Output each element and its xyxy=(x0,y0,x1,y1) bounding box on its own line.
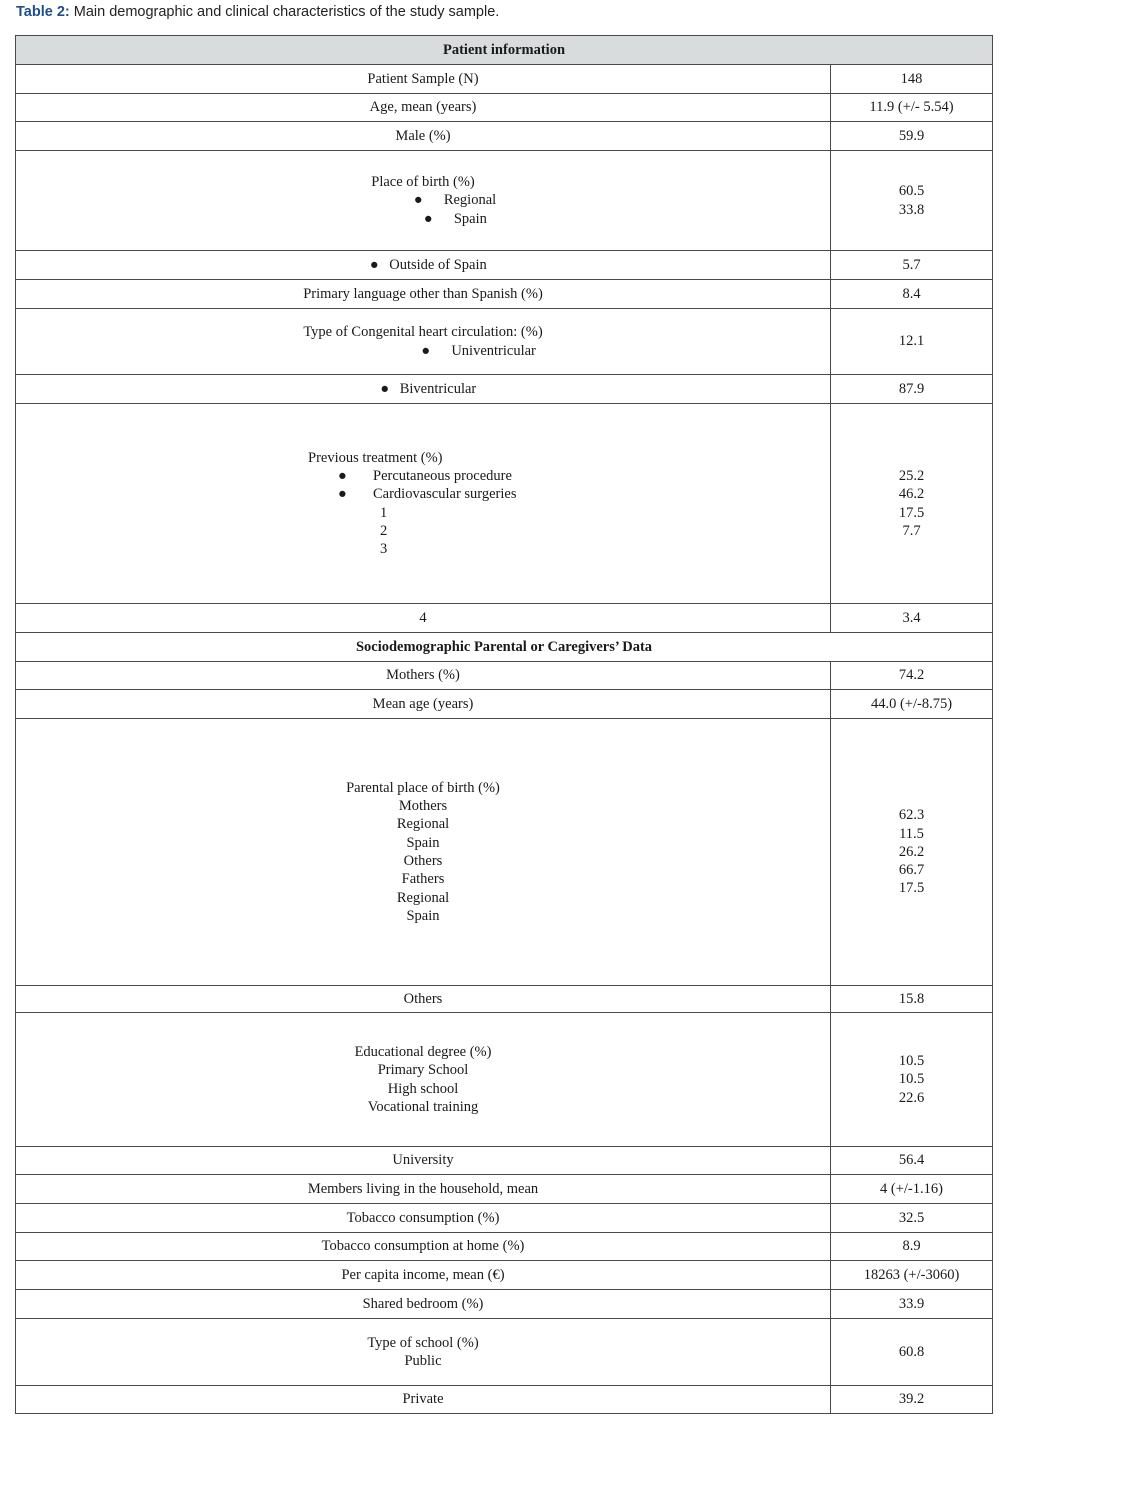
row-label: University xyxy=(16,1147,831,1175)
row-value: 8.4 xyxy=(831,280,993,309)
table-row xyxy=(16,280,993,309)
row-label: Tobacco consumption (%) xyxy=(16,1204,831,1233)
bullet-icon: ● xyxy=(338,467,347,484)
table-row xyxy=(16,1013,993,1147)
table-row xyxy=(16,122,993,151)
table-row xyxy=(16,251,993,280)
table-row xyxy=(16,404,993,604)
place-of-birth-block xyxy=(350,173,496,228)
row-value: 25.2 46.2 17.5 7.7 xyxy=(831,404,993,604)
table-row xyxy=(16,65,993,94)
row-label: Per capita income, mean (€) xyxy=(16,1261,831,1290)
row-value: 60.8 xyxy=(831,1319,993,1386)
row-label xyxy=(16,309,831,375)
row-value: 3.4 xyxy=(831,604,993,633)
parental-birth-label: Parental place of birth (%) xyxy=(346,779,500,796)
table-row xyxy=(16,604,993,633)
table-row xyxy=(16,719,993,986)
table-row xyxy=(16,690,993,719)
row-value: 32.5 xyxy=(831,1204,993,1233)
row-label: Shared bedroom (%) xyxy=(16,1290,831,1319)
list-item: ● Univentricular xyxy=(421,342,536,359)
bullet-icon: ● xyxy=(423,210,433,227)
row-value: 15.8 xyxy=(831,986,993,1013)
table-row xyxy=(16,151,993,251)
row-label: Private xyxy=(16,1386,831,1414)
row-value: 148 xyxy=(831,65,993,94)
table-row xyxy=(16,309,993,375)
row-value: 33.9 xyxy=(831,1290,993,1319)
row-value: 44.0 (+/-8.75) xyxy=(831,690,993,719)
row-label: Age, mean (years) xyxy=(16,94,831,122)
characteristics-table xyxy=(15,35,993,1414)
row-label: Educational degree (%) Primary School High school Vocational training xyxy=(16,1013,831,1147)
table-row xyxy=(16,1204,993,1233)
row-value: 10.5 10.5 22.6 xyxy=(831,1013,993,1147)
list-item: ● Regional xyxy=(413,192,497,209)
row-value: 8.9 xyxy=(831,1233,993,1261)
row-label: Parental place of birth (%) Mothers Regional Spain Others Fathers Regional Spain xyxy=(16,719,831,986)
row-value: 39.2 xyxy=(831,1386,993,1414)
table-row xyxy=(16,1290,993,1319)
bullet-icon: ● xyxy=(380,380,390,397)
row-value: 59.9 xyxy=(831,122,993,151)
bullet-icon: ● xyxy=(369,256,379,273)
table-row xyxy=(16,986,993,1013)
caption-label: Table 2: xyxy=(16,4,70,20)
row-label: Primary language other than Spanish (%) xyxy=(16,280,831,309)
table-row xyxy=(16,1175,993,1204)
row-label: ● Outside of Spain xyxy=(16,251,831,280)
place-of-birth-label: Place of birth (%) xyxy=(371,174,475,191)
row-label: Tobacco consumption at home (%) xyxy=(16,1233,831,1261)
row-label: Mothers (%) xyxy=(16,662,831,690)
table-row xyxy=(16,1386,993,1414)
congenital-block xyxy=(303,323,542,360)
row-value: 87.9 xyxy=(831,375,993,404)
row-value: 56.4 xyxy=(831,1147,993,1175)
row-value: 5.7 xyxy=(831,251,993,280)
row-value: 18263 (+/-3060) xyxy=(831,1261,993,1290)
row-value: 11.9 (+/- 5.54) xyxy=(831,94,993,122)
education-label: Educational degree (%) xyxy=(354,1043,492,1060)
row-value: 62.3 11.5 26.2 66.7 17.5 xyxy=(831,719,993,986)
congenital-label: Type of Congenital heart circulation: (%) xyxy=(303,324,543,341)
previous-treatment-block: Previous treatment (%) ● Percutaneous procedure ● Cardiovascular surgeries 1 2 3 xyxy=(308,449,538,559)
section-header-row xyxy=(16,633,993,662)
list-item: ● Cardiovascular surgeries xyxy=(338,486,517,503)
bullet-icon: ● xyxy=(421,342,431,359)
patient-info-header: Patient information xyxy=(16,36,993,65)
row-label xyxy=(16,151,831,251)
socio-header: Sociodemographic Parental or Caregivers’ Data xyxy=(16,633,993,662)
row-label: ● Biventricular xyxy=(16,375,831,404)
row-label: Others xyxy=(16,986,831,1013)
previous-treatment-label: Previous treatment (%) xyxy=(308,449,443,466)
bullet-icon: ● xyxy=(338,486,347,503)
row-label: Members living in the household, mean xyxy=(16,1175,831,1204)
row-label: Patient Sample (N) xyxy=(16,65,831,94)
table-row xyxy=(16,94,993,122)
list-item: ● Spain xyxy=(423,210,487,227)
table-row xyxy=(16,662,993,690)
caption-text: Main demographic and clinical characteristics of the study sample. xyxy=(69,4,500,20)
row-value: 60.5 33.8 xyxy=(831,151,993,251)
table-row xyxy=(16,1147,993,1175)
table-header-row xyxy=(16,36,993,65)
list-item: ● Percutaneous procedure xyxy=(338,467,512,484)
table-row xyxy=(16,375,993,404)
table-caption xyxy=(16,4,499,20)
row-value: 74.2 xyxy=(831,662,993,690)
bullet-icon: ● xyxy=(413,192,423,209)
table-row xyxy=(16,1261,993,1290)
row-label: 4 xyxy=(16,604,831,633)
row-label: Type of school (%) Public xyxy=(16,1319,831,1386)
row-label: Male (%) xyxy=(16,122,831,151)
table-row xyxy=(16,1233,993,1261)
row-value: 12.1 xyxy=(831,309,993,375)
row-value: 4 (+/-1.16) xyxy=(831,1175,993,1204)
row-label xyxy=(16,404,831,604)
school-type-label: Type of school (%) xyxy=(367,1334,479,1351)
row-label: Mean age (years) xyxy=(16,690,831,719)
table-row xyxy=(16,1319,993,1386)
